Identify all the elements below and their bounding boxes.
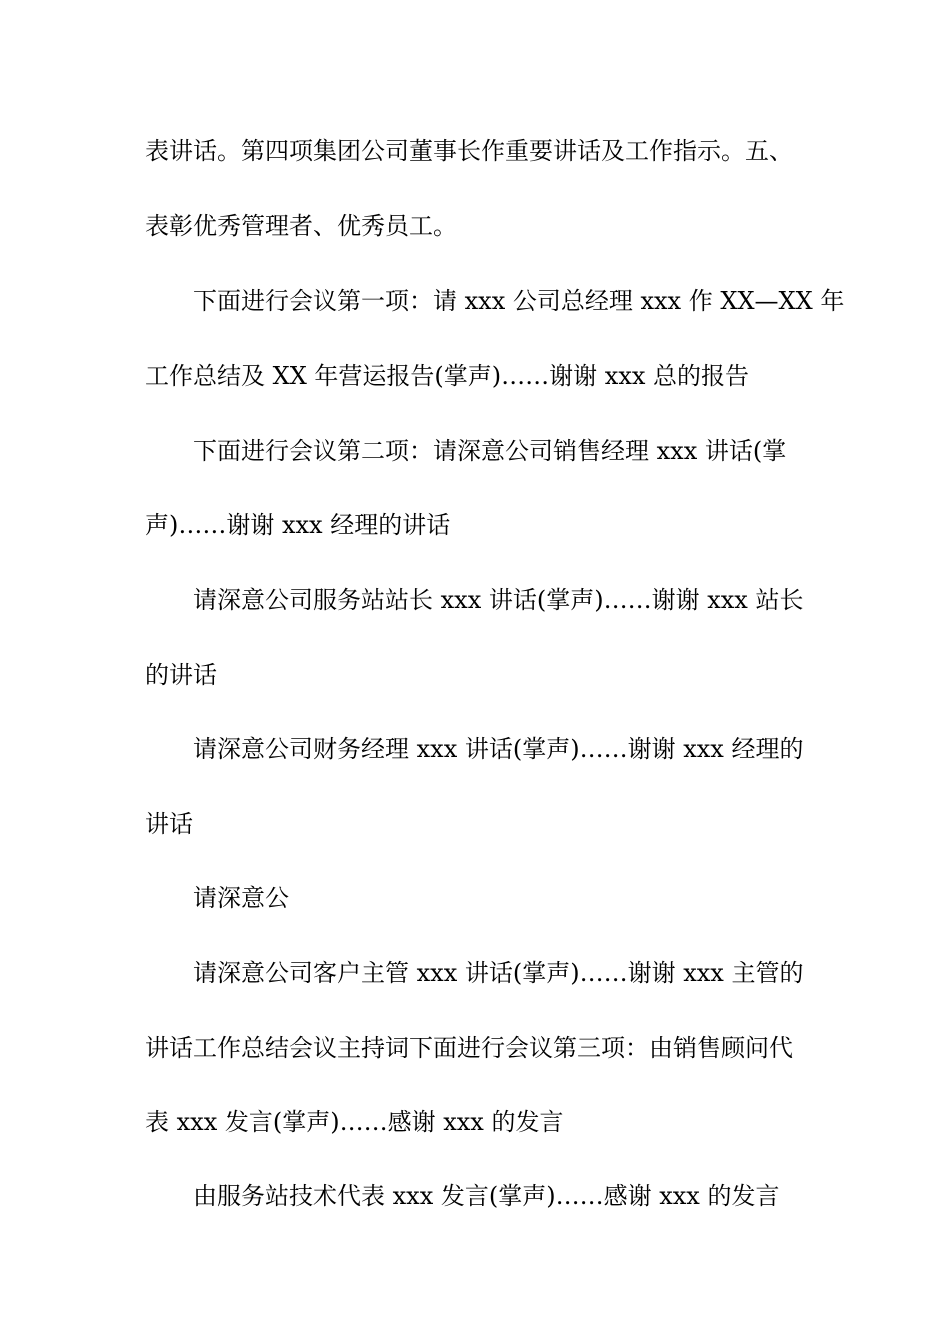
text-line-4: 工作总结及 XX 年营运报告(掌声)……谢谢 xxx 总的报告	[145, 362, 750, 390]
text-line-6: 声)……谢谢 xxx 经理的讲话	[145, 511, 451, 539]
text-line-5: 下面进行会议第二项：请深意公司销售经理 xxx 讲话(掌	[193, 437, 787, 465]
text-line-3: 下面进行会议第一项：请 xxx 公司总经理 xxx 作 XX—XX 年	[193, 287, 845, 315]
text-line-10: 讲话	[145, 810, 193, 838]
text-line-2: 表彰优秀管理者、优秀员工。	[145, 212, 457, 240]
text-line-12: 请深意公司客户主管 xxx 讲话(掌声)……谢谢 xxx 主管的	[193, 959, 804, 987]
text-line-7: 请深意公司服务站站长 xxx 讲话(掌声)……谢谢 xxx 站长	[193, 586, 804, 614]
text-line-9: 请深意公司财务经理 xxx 讲话(掌声)……谢谢 xxx 经理的	[193, 735, 804, 763]
text-line-14: 表 xxx 发言(掌声)……感谢 xxx 的发言	[145, 1108, 564, 1136]
text-line-1: 表讲话。第四项集团公司董事长作重要讲话及工作指示。五、	[145, 137, 793, 165]
text-line-11: 请深意公	[193, 884, 289, 912]
text-line-13: 讲话工作总结会议主持词下面进行会议第三项：由销售顾问代	[145, 1034, 793, 1062]
text-line-8: 的讲话	[145, 661, 217, 689]
text-line-15: 由服务站技术代表 xxx 发言(掌声)……感谢 xxx 的发言	[193, 1182, 780, 1210]
